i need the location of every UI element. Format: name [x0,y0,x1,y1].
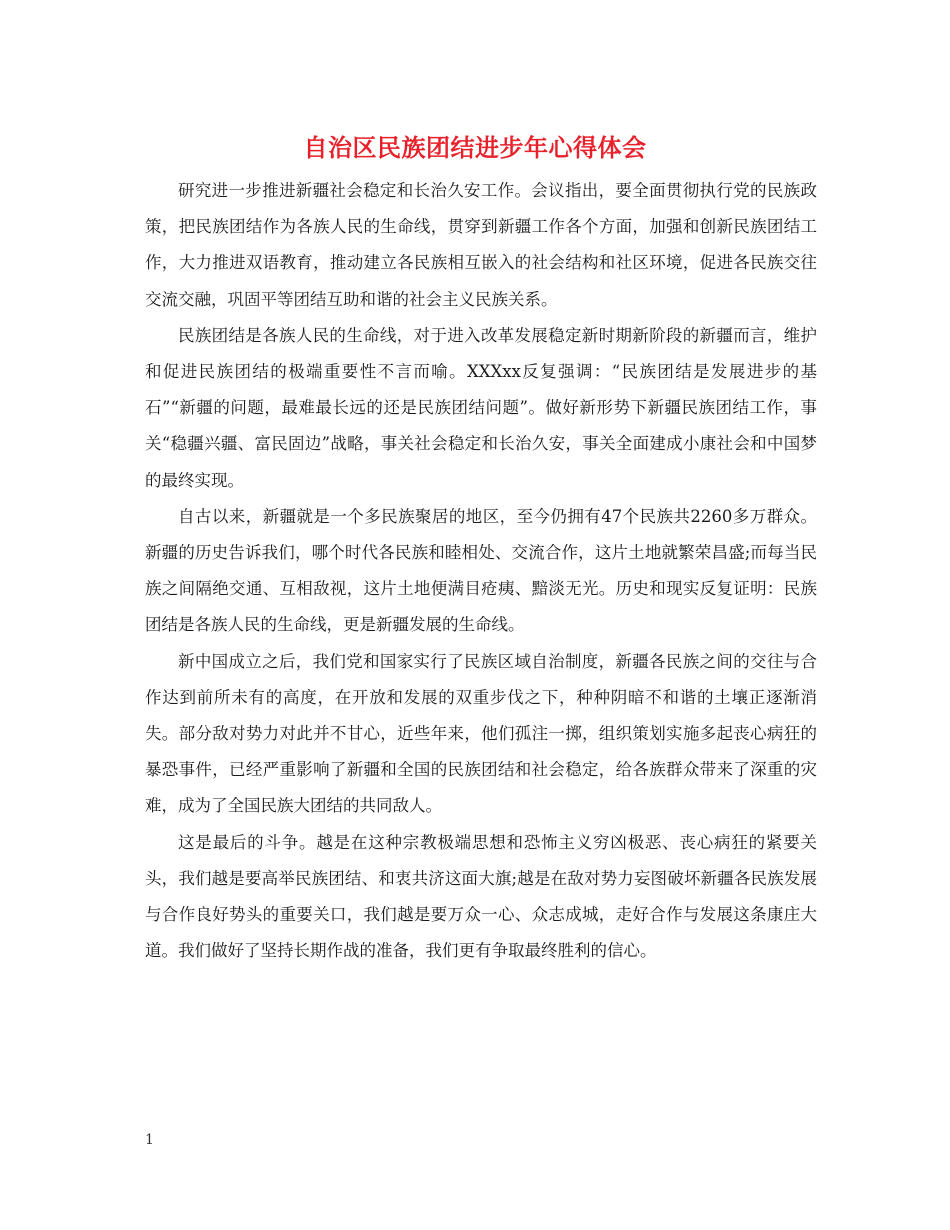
document-body [145,173,817,969]
document-title: 自治区民族团结进步年心得体会 [303,133,647,162]
paragraph-3: 自古以来，新疆就是一个多民族聚居的地区，至今仍拥有47个民族共2260多万群众。新疆的历史告诉我们，哪个时代各民族和睦相处、交流合作，这片土地就繁荣昌盛;而每当民族之间隔绝交通、互相敌视，这片土地便满目疮痍、黯淡无光。历史和现实反复证明：民族团结是各族人民的生命线，更是新疆发展的生命线。 [145,506,817,635]
paragraph-5: 这是最后的斗争。越是在这种宗教极端思想和恐怖主义穷凶极恶、丧心病狂的紧要关头，我们越是要高举民族团结、和衷共济这面大旗;越是在敌对势力妄图破坏新疆各民族发展与合作良好势头的重要关口，我们越是要万众一心、众志成城，走好合作与发展这条康庄大道。我们做好了坚持长期作战的准备，我们更有争取最终胜利的信心。 [145,832,817,961]
paragraph-1: 研究进一步推进新疆社会稳定和长治久安工作。会议指出，要全面贯彻执行党的民族政策，把民族团结作为各族人民的生命线，贯穿到新疆工作各个方面，加强和创新民族团结工作，大力推进双语教育，推动建立各民族相互嵌入的社会结构和社区环境，促进各民族交往交流交融，巩固平等团结互助和谐的社会主义民族关系。 [145,181,817,309]
paragraph-4: 新中国成立之后，我们党和国家实行了民族区域自治制度，新疆各民族之间的交往与合作达到前所未有的高度，在开放和发展的双重步伐之下，种种阴暗不和谐的土壤正逐渐消失。部分敌对势力对此并不甘心，近些年来，他们孤注一掷，组织策划实施多起丧心病狂的暴恐事件，已经严重影响了新疆和全国的民族团结和社会稳定，给各族群众带来了深重的灾难，成为了全国民族大团结的共同敌人。 [145,651,817,816]
paragraph-2: 民族团结是各族人民的生命线，对于进入改革发展稳定新时期新阶段的新疆而言，维护和促进民族团结的极端重要性不言而喻。XXXxx反复强调：“民族团结是发展进步的基石”“新疆的问题，最难最长远的还是民族团结问题”。做好新形势下新疆民族团结工作，事关“稳疆兴疆、富民固边”战略，事关社会稳定和长治久安，事关全面建成小康社会和中国梦的最终实现。 [145,325,817,490]
page-number: 1 [145,1132,154,1148]
